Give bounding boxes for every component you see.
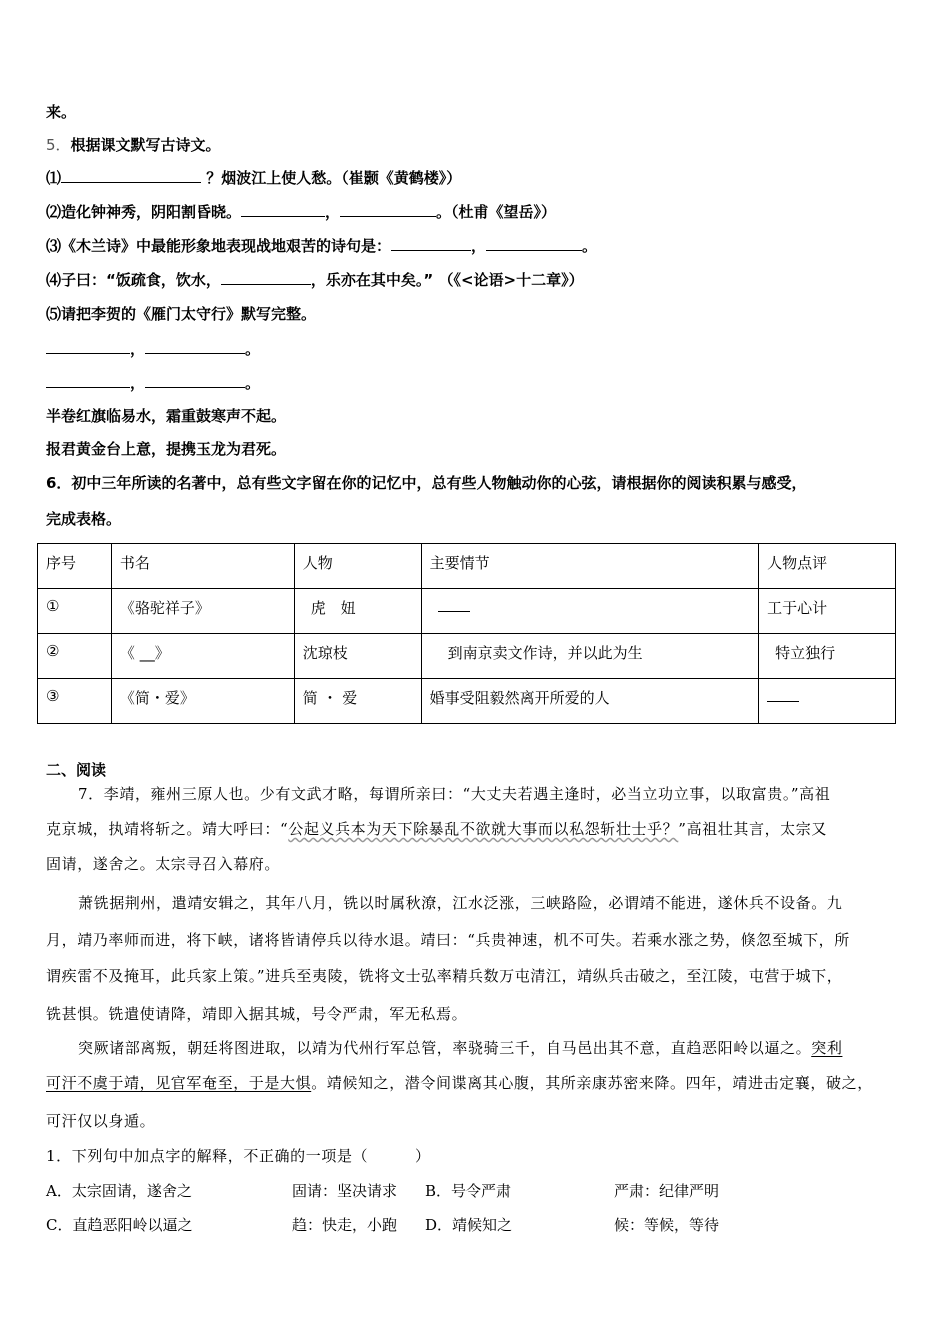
option-c-gloss: 趋：快走，小跑 — [292, 1216, 398, 1234]
cell: ① — [38, 589, 112, 634]
question-5-title — [46, 135, 221, 155]
answer-blank[interactable] — [221, 270, 311, 285]
passage-line: 固请，遂舍之。太宗寻召入幕府。 — [46, 855, 281, 873]
answer-blank[interactable] — [61, 168, 201, 183]
header-cell: 书名 — [111, 544, 294, 589]
table-header-row — [38, 544, 896, 589]
sub-text: 。 — [582, 237, 598, 255]
poem-line-2: 报君黄金台上意，提携玉龙为君死。 — [46, 440, 287, 458]
table-row — [38, 679, 896, 724]
passage-line: 铣甚惧。铣遣使请降，靖即入据其城，号令严肃，军无私焉。 — [46, 1005, 468, 1023]
cell[interactable]: 《 __》 — [111, 634, 294, 679]
header-cell: 序号 — [38, 544, 112, 589]
passage-line: 谓疾雷不及掩耳，此兵家上策。”进兵至夷陵，铣将文士弘率精兵数万屯清江，靖纵兵击破之，至江陵，屯营于城下， — [46, 967, 843, 985]
sub-text: ⑶《木兰诗》中最能形象地表现战地艰苦的诗句是： — [46, 237, 392, 255]
option-b[interactable]: B．号令严肃 — [425, 1182, 512, 1200]
cell[interactable] — [759, 679, 896, 724]
cell: 《简・爱》 — [111, 679, 294, 724]
period: 。 — [245, 374, 261, 392]
cell: ③ — [38, 679, 112, 724]
passage-line: 突厥诸部离叛，朝廷将图进取，以靖为代州行军总管，率骁骑三千，自马邑出其不意，直趋恶阳岭以逼之。突利 — [78, 1039, 843, 1057]
option-a[interactable]: A．太宗固请，遂舍之 — [46, 1182, 192, 1200]
answer-blank[interactable] — [46, 373, 130, 388]
option-d[interactable]: D．靖候知之 — [425, 1216, 513, 1234]
cell: 婚事受阻毅然离开所爱的人 — [421, 679, 759, 724]
answer-blank[interactable] — [46, 339, 130, 354]
reading-table — [37, 543, 896, 724]
sub-text: ⑵造化钟神秀，阴阳割昏晓。 — [46, 203, 242, 221]
option-a-gloss: 固请：坚决请求 — [292, 1182, 398, 1200]
answer-blank[interactable] — [767, 687, 799, 702]
passage-line: 克京城，执靖将斩之。靖大呼曰：“公起义兵本为天下除暴乱不欲就大事而以私怨斩壮士乎？”高祖壮其言，太宗又 — [46, 820, 827, 838]
sub-question-3 — [46, 236, 597, 256]
option-b-gloss: 严肃：纪律严明 — [614, 1182, 720, 1200]
underlined-sentence: 突利 — [811, 1039, 843, 1057]
header-cell: 人物点评 — [759, 544, 896, 589]
underlined-sentence: 可汗不虞于靖，见官军奄至，于是大惧 — [46, 1074, 312, 1092]
header-cell: 人物 — [294, 544, 421, 589]
poem-blank-line-1 — [46, 339, 260, 359]
answer-blank[interactable] — [438, 597, 470, 612]
cell: 《骆驼祥子》 — [111, 589, 294, 634]
sub-question-2 — [46, 202, 556, 222]
answer-blank[interactable] — [145, 339, 245, 354]
passage-line: 7．李靖，雍州三原人也。少有文武才略，每谓所亲曰：“大丈夫若遇主逢时，必当立功立事，以取富贵。”高祖 — [78, 785, 831, 803]
cell: 简 ・ 爱 — [294, 679, 421, 724]
passage-line: 可汗仅以身遁。 — [46, 1112, 156, 1130]
comma: ， — [130, 374, 146, 392]
sub-question-5: ⑸请把李贺的《雁门太守行》默写完整。 — [46, 305, 317, 323]
sub-text: ，乐亦在其中矣。” （《<论语>十二章》） — [310, 271, 584, 289]
cell: 沈琼枝 — [294, 634, 421, 679]
question-6-line-1: 6．初中三年所读的名著中，总有些文字留在你的记忆中，总有些人物触动你的心弦，请根据你的阅读积累与感受， — [46, 474, 807, 492]
table-row — [38, 589, 896, 634]
cell: ② — [38, 634, 112, 679]
sub-question-1: 1．下列句中加点字的解释，不正确的一项是（ ） — [46, 1147, 431, 1165]
period: 。 — [245, 340, 261, 358]
header-cell: 主要情节 — [421, 544, 759, 589]
sub-text: 。（杜甫《望岳》） — [436, 203, 557, 221]
poem-blank-line-2 — [46, 373, 260, 393]
table-row — [38, 634, 896, 679]
answer-blank[interactable] — [145, 373, 245, 388]
sub-question-1 — [46, 168, 461, 188]
answer-blank[interactable] — [486, 236, 582, 251]
cell: 到南京卖文作诗，并以此为生 — [421, 634, 759, 679]
option-d-gloss: 候：等候，等待 — [614, 1216, 720, 1234]
prev-text-end: 来。 — [46, 103, 77, 121]
sub-text: ， — [471, 237, 487, 255]
sub-text: ⑷子曰：“饭疏食，饮水， — [46, 271, 221, 289]
sub-label: ⑴ — [46, 169, 62, 187]
answer-blank[interactable] — [241, 202, 325, 217]
marked-sentence: 公起义兵本为天下除暴乱不欲就大事而以私怨斩壮士乎？ — [288, 820, 679, 838]
sub-text: ？烟波江上使人愁。（崔颢《黄鹤楼》） — [201, 169, 462, 187]
option-c[interactable]: C．直趋恶阳岭以逼之 — [46, 1216, 193, 1234]
section-heading: 二、阅读 — [46, 761, 107, 779]
passage-line: 月，靖乃率师而进，将下峡，诸将皆请停兵以待水退。靖曰：“兵贵神速，机不可失。若乘水涨之势，倏忽至城下，所 — [46, 931, 850, 949]
answer-blank[interactable] — [340, 202, 436, 217]
answer-blank[interactable] — [391, 236, 471, 251]
question-title: 根据课文默写古诗文。 — [70, 136, 221, 154]
comma: ， — [130, 340, 146, 358]
passage-line: 萧铣据荆州，遣靖安辑之，其年八月，铣以时属秋潦，江水泛涨，三峡路险，必谓靖不能进，遂休兵不设备。九 — [78, 894, 843, 912]
sub-question-4 — [46, 270, 584, 290]
cell: 特立独行 — [759, 634, 896, 679]
cell: 虎 妞 — [294, 589, 421, 634]
cell[interactable] — [421, 589, 759, 634]
passage-line: 可汗不虞于靖，见官军奄至，于是大惧。靖候知之，潜令间谍离其心腹，其所亲康苏密来降。四年，靖进击定襄，破之， — [46, 1074, 873, 1092]
sub-text: ， — [325, 203, 341, 221]
question-number: 5． — [46, 136, 71, 154]
question-6-line-2: 完成表格。 — [46, 510, 122, 528]
cell: 工于心计 — [759, 589, 896, 634]
poem-line-1: 半卷红旗临易水，霜重鼓寒声不起。 — [46, 407, 287, 425]
